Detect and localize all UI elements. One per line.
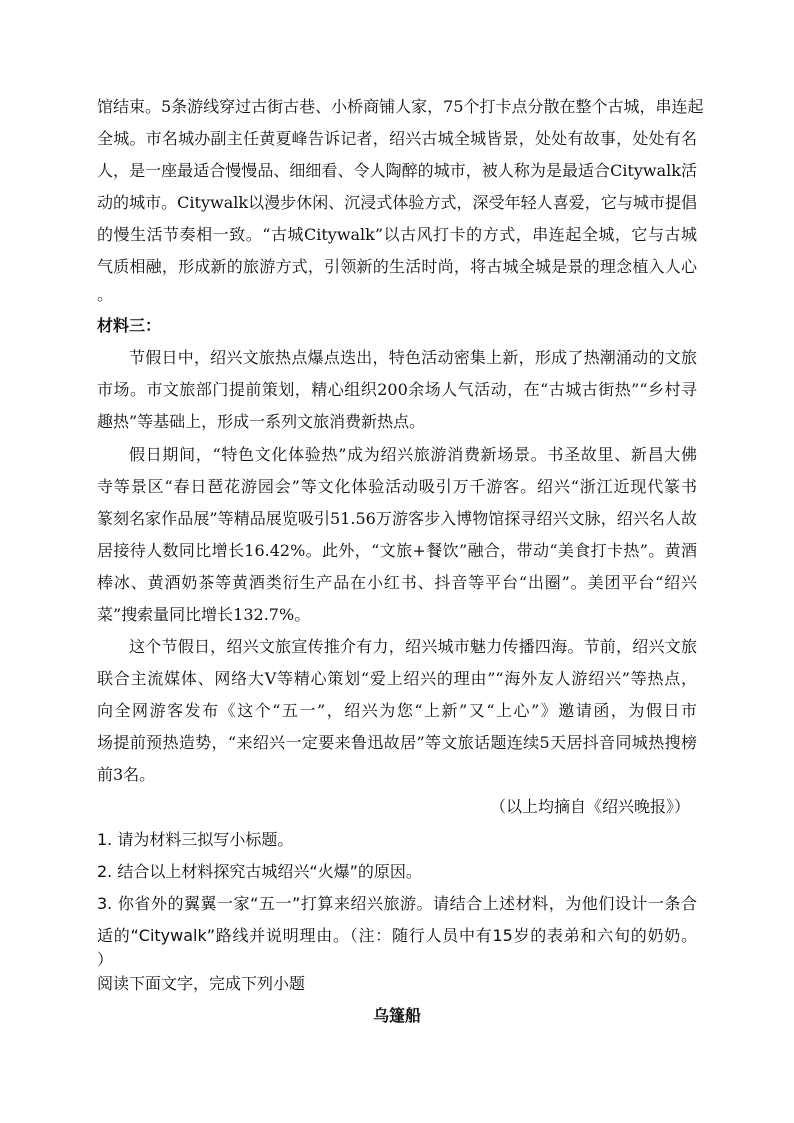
- intro-line-3: 人，是一座最适合慢慢品、细细看、令人陶醉的城市，被人称为是最适合Citywalk活: [97, 161, 697, 180]
- p3-line-1: 这个节假日，绍兴文旅宣传推介有力，绍兴城市魅力传播四海。节前，绍兴文旅: [129, 637, 697, 656]
- p1-line-3: 趣热”等基础上，形成一系列文旅消费新热点。: [97, 412, 426, 431]
- p2-line-2: 寺等景区“春日琶花游园会”等文化体验活动吸引万千游客。绍兴“浙江近现代篆书: [97, 477, 697, 496]
- question-3-line-3: ）: [97, 950, 114, 969]
- intro-line-2: 全城。市名城办副主任黄夏峰告诉记者，绍兴古城全城皆景，处处有故事，处处有名: [97, 129, 697, 148]
- intro-line-6: 气质相融，形成新的旅游方式，引领新的生活时尚，将古城全城是景的理念植入人心: [97, 257, 697, 276]
- intro-line-5: 的慢生活节奏相一致。“古城Citywalk”以古风打卡的方式，串连起全城，它与古城: [97, 225, 697, 244]
- p2-line-5: 棒冰、黄酒奶茶等黄酒类衍生产品在小红书、抖音等平台“出圈”。美团平台“绍兴: [97, 573, 697, 592]
- p1-line-1: 节假日中，绍兴文旅热点爆点迭出，特色活动密集上新，形成了热潮涌动的文旅: [129, 348, 697, 367]
- question-2: 2. 结合以上材料探究古城绍兴“火爆”的原因。: [97, 862, 422, 881]
- p1-line-2: 市场。市文旅部门提前策划，精心组织200余场人气活动，在“古城古街热”“乡村寻: [97, 380, 697, 399]
- intro-line-1: 馆结束。5条游线穿过古街古巷、小桥商铺人家，75个打卡点分散在整个古城，串连起: [97, 97, 704, 116]
- source-note: （以上均摘自《绍兴晚报》）: [489, 797, 690, 816]
- question-3-line-2: 适的“Citywalk”路线并说明理由。（注：随行人员中有15岁的表弟和六旬的奶奶。: [97, 926, 697, 945]
- p2-line-1: 假日期间，“特色文化体验热”成为绍兴旅游消费新场景。书圣故里、新昌大佛: [129, 445, 697, 464]
- next-passage-title: 乌篷船: [372, 1006, 421, 1025]
- p3-line-2: 联合主流媒体、网络大V等精心策划“爱上绍兴的理由”“海外友人游绍兴”等热点，: [97, 669, 697, 688]
- question-1: 1. 请为材料三拟写小标题。: [97, 830, 294, 849]
- p3-line-4: 场提前预热造势，“来绍兴一定要来鲁迅故居”等文旅话题连续5天居抖音同城热搜榜: [97, 733, 697, 752]
- reading-instruction: 阅读下面文字，完成下列小题: [97, 974, 306, 993]
- p3-line-3: 向全网游客发布《这个“五一”，绍兴为您“上新”又“上心”》邀请函，为假日市: [97, 701, 697, 720]
- intro-line-7: 。: [97, 285, 114, 304]
- p3-line-5: 前3名。: [97, 765, 156, 784]
- intro-line-4: 动的城市。Citywalk以漫步休闲、沉浸式体验方式，深受年轻人喜爱，它与城市提倡: [97, 193, 697, 212]
- p2-line-3: 篆刻名家作品展”等精品展览吸引51.56万游客步入博物馆探寻绍兴文脉，绍兴名人故: [97, 509, 697, 528]
- p2-line-6: 菜”搜索量同比增长132.7%。: [97, 605, 311, 624]
- p2-line-4: 居接待人数同比增长16.42%。此外，“文旅+餐饮”融合，带动“美食打卡热”。黄酒: [97, 541, 697, 560]
- material-three-heading: 材料三：: [97, 316, 162, 335]
- question-3-line-1: 3. 你省外的翼翼一家“五一”打算来绍兴旅游。请结合上述材料，为他们设计一条合: [97, 894, 697, 913]
